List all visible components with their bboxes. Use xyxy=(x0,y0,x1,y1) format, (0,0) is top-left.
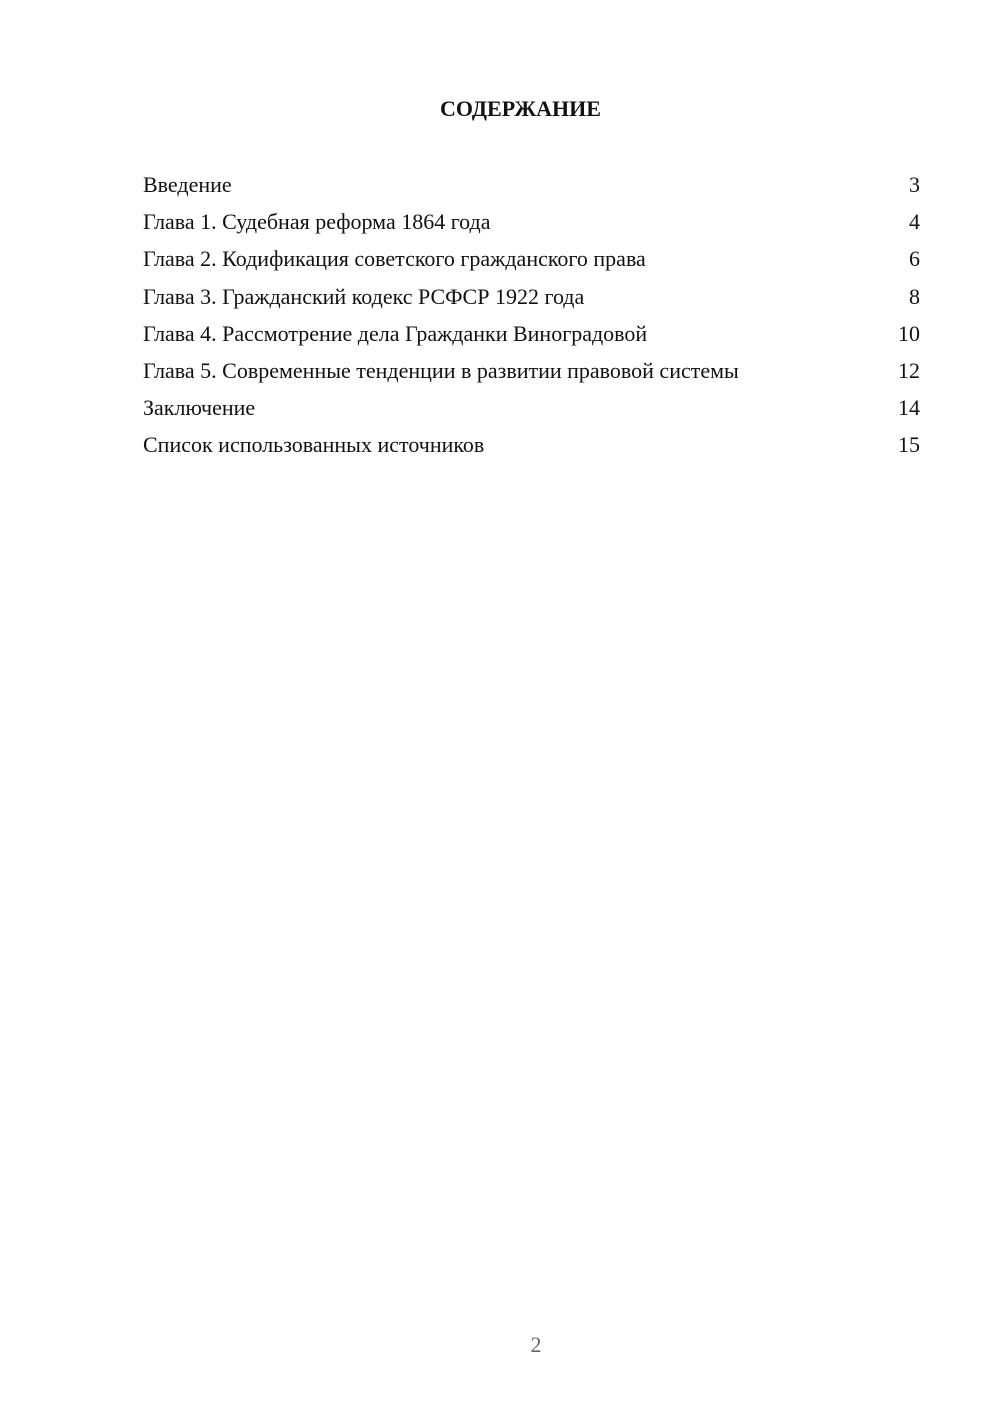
toc-entry-page: 3 xyxy=(909,172,920,197)
toc-entry-label: Заключение xyxy=(143,395,256,421)
toc-entry-label: Глава 3. Гражданский кодекс РСФСР 1922 года xyxy=(143,283,585,309)
toc-entry-page: 12 xyxy=(898,357,920,383)
toc-entry-label: Список использованных источников xyxy=(143,432,485,458)
toc-entry-label: Глава 2. Кодификация советского гражданского права xyxy=(143,246,646,272)
toc-entry-conclusion xyxy=(143,391,920,428)
toc-entry-page: 4 xyxy=(909,209,920,235)
toc-entry-references xyxy=(143,428,920,465)
toc-entry-label: Глава 5. Современные тенденции в развитии правовой системы xyxy=(143,357,739,383)
toc-entry-page: 15 xyxy=(898,432,920,458)
toc-entry-label: Глава 4. Рассмотрение дела Гражданки Виноградовой xyxy=(143,320,648,346)
toc-entry-chapter-1 xyxy=(143,205,920,242)
toc-entry-chapter-4 xyxy=(143,317,920,354)
toc-entry-page: 14 xyxy=(898,395,920,421)
toc-entry-label: Глава 1. Судебная реформа 1864 года xyxy=(143,209,491,235)
toc-entry-chapter-5 xyxy=(143,354,920,391)
page-title: СОДЕРЖАНИЕ xyxy=(440,96,601,121)
table-of-contents xyxy=(143,168,920,466)
toc-entry-chapter-3 xyxy=(143,280,920,317)
page-number: 2 xyxy=(530,1332,542,1357)
toc-entry-page: 6 xyxy=(909,246,920,272)
toc-entry-page: 8 xyxy=(909,283,920,309)
toc-entry-page: 10 xyxy=(898,320,920,346)
toc-entry-introduction xyxy=(143,168,920,205)
toc-entry-chapter-2 xyxy=(143,242,920,279)
toc-entry-label: Введение xyxy=(143,172,232,197)
